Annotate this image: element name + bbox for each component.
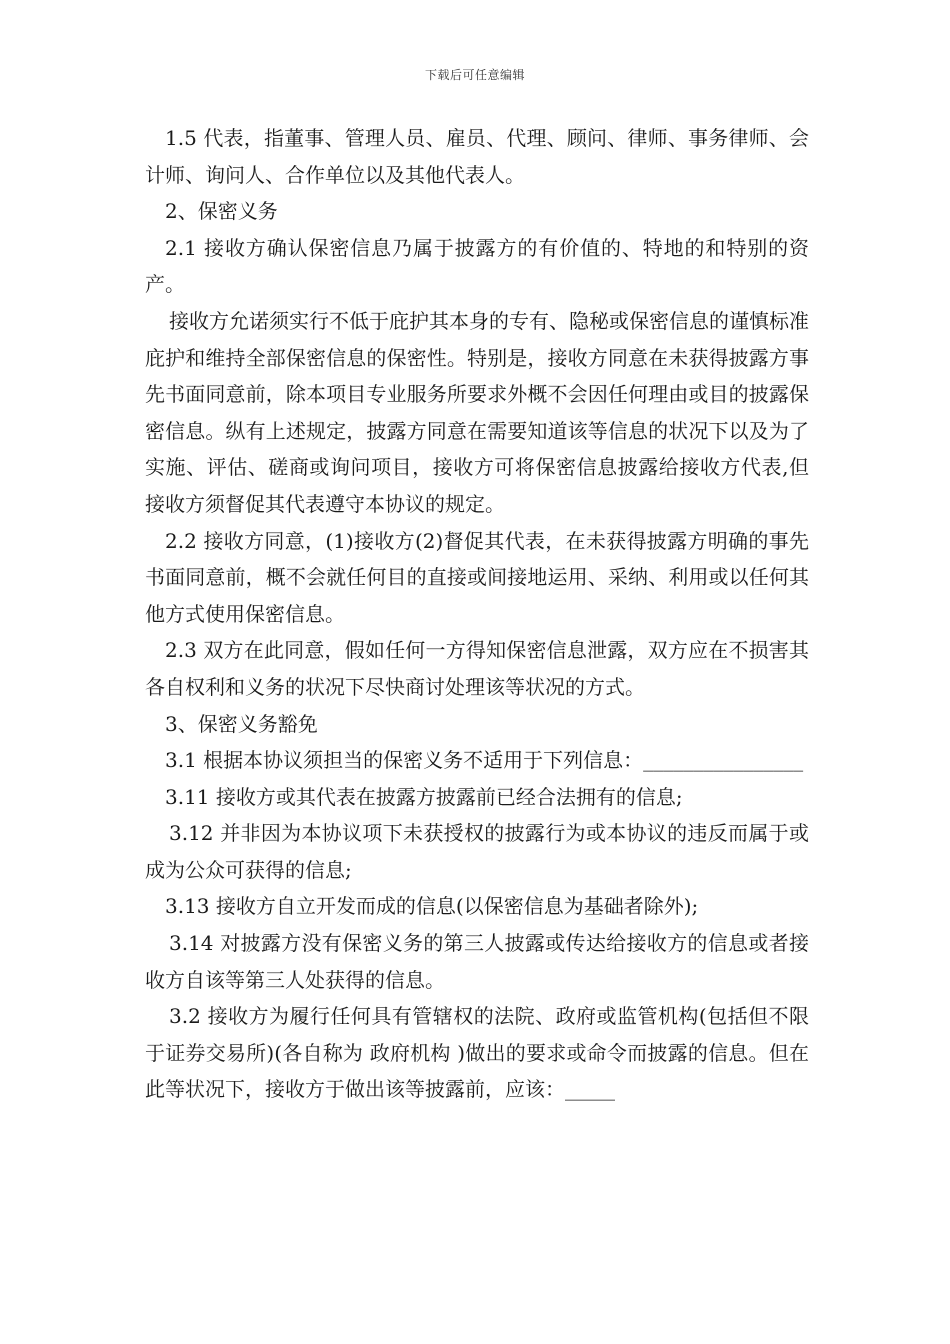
document-body xyxy=(145,120,809,1108)
paragraph-2-2: 2.2 接收方同意，(1)接收方(2)督促其代表，在未获得披露方明确的事先书面同意前，概不会就任何目的直接或间接地运用、采纳、利用或以任何其他方式使用保密信息。 xyxy=(145,528,809,626)
section-heading-3: 3、保密义务豁免 xyxy=(165,711,318,736)
paragraph-3-2: 3.2 接收方为履行任何具有管辖权的法院、政府或监管机构(包括但不限于证券交易所)(各自称为 政府机构 )做出的要求或命令而披露的信息。但在此等状况下，接收方于做出该等披露前，应该：_____ xyxy=(145,1004,809,1102)
paragraph-2-3: 2.3 双方在此同意，假如任何一方得知保密信息泄露，双方应在不损害其各自权利和义务的状况下尽快商讨处理该等状况的方式。 xyxy=(145,638,809,699)
paragraph-2-1: 2.1 接收方确认保密信息乃属于披露方的有价值的、特地的和特别的资产。 xyxy=(145,235,809,297)
section-heading-2: 2、保密义务 xyxy=(165,199,278,224)
paragraph-3-13: 3.13 接收方自立开发而成的信息(以保密信息为基础者除外); xyxy=(165,894,699,919)
paragraph-2-1-continued: 接收方允诺须实行不低于庇护其本身的专有、隐秘或保密信息的谨慎标准庇护和维持全部保密信息的保密性。特别是，接收方同意在未获得披露方事先书面同意前，除本项目专业服务所要求外概不会因任何理由或目的披露保密信息。纵有上述规定，披露方同意在需要知道该等信息的状况下以及为了实施、评估、磋商或询问项目，接收方可将保密信息披露给接收方代表,但接收方须督促其代表遵守本协议的规定。 xyxy=(145,308,809,516)
paragraph-1-5: 1.5 代表，指董事、管理人员、雇员、代理、顾问、律师、事务律师、会计师、询问人、合作单位以及其他代表人。 xyxy=(145,126,809,187)
paragraph-3-12: 3.12 并非因为本协议项下未获授权的披露行为或本协议的违反而属于或成为公众可获得的信息; xyxy=(145,821,809,882)
paragraph-3-11: 3.11 接收方或其代表在披露方披露前已经合法拥有的信息; xyxy=(165,784,683,809)
paragraph-3-14: 3.14 对披露方没有保密义务的第三人披露或传达给接收方的信息或者接收方自该等第三人处获得的信息。 xyxy=(145,931,809,992)
paragraph-3-1: 3.1 根据本协议须担当的保密义务不适用于下列信息：________________ xyxy=(165,748,804,773)
header-note: 下载后可任意编辑 xyxy=(424,68,525,82)
